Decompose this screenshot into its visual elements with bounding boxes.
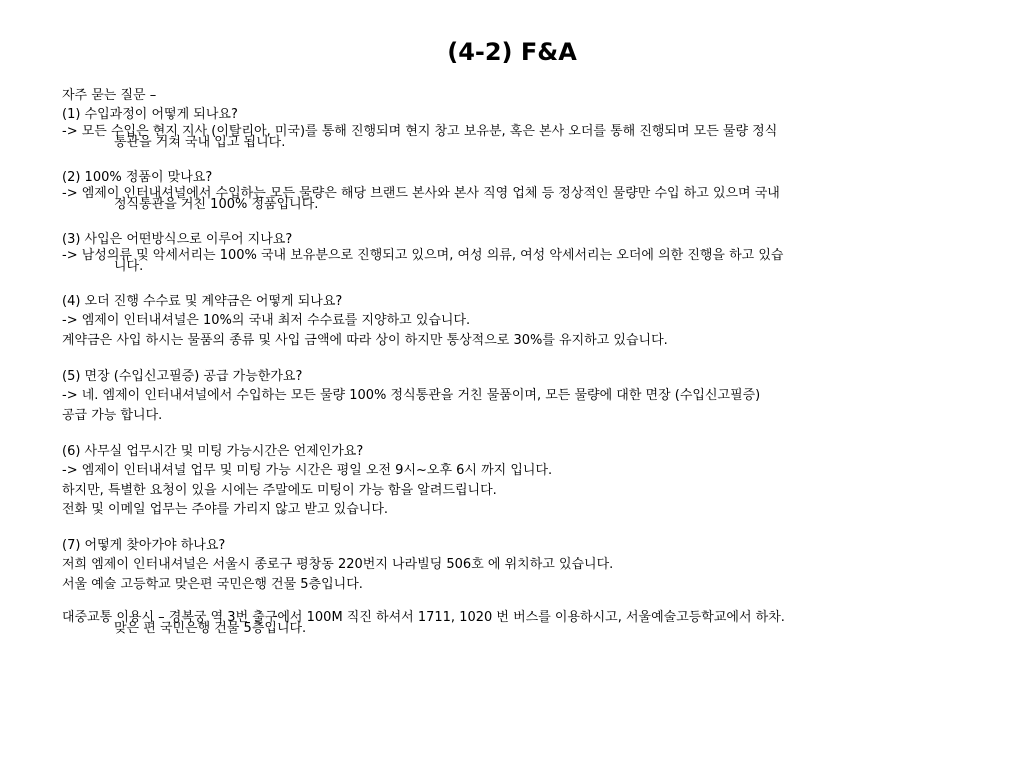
faq-answer-2-line-2: 정식통관을 거친 100% 정품입니다. [114, 196, 319, 212]
spacer [62, 350, 967, 367]
faq-answer-6-line-2: 하지만, 특별한 요청이 있을 시에는 주말에도 미팅이 가능 함을 알려드립니다. [62, 482, 497, 498]
spacer [62, 425, 967, 442]
faq-answer-1-line-1: -> 모든 수입은 현지 지사 (이탈리아, 미국)를 통해 진행되며 현지 창고 보유분, 혹은 본사 오더를 통해 진행되며 모든 물량 정식 [62, 123, 778, 139]
faq-answer-5-line-1: -> 네. 엠제이 인터내셔널에서 수입하는 모든 물량 100% 정식통관을 거친 물품이며, 모든 물량에 대한 면장 (수입신고필증) [62, 388, 761, 404]
faq-question-3: (3) 사입은 어떤방식으로 이루어 지나요? [62, 231, 293, 247]
faq-question-1: (1) 수입과정이 어떻게 되나요? [62, 107, 238, 123]
faq-answer-6-line-3: 전화 및 이메일 업무는 주야를 가리지 않고 받고 있습니다. [62, 501, 389, 517]
faq-answer-5-line-2: 공급 가능 합니다. [62, 407, 163, 423]
faq-answer-2-line-1: -> 엠제이 인터내셔널에서 수입하는 모든 물량은 해당 브랜드 본사와 본사 직영 업체 등 정상적인 물량만 수입 하고 있으며 국내 [62, 185, 780, 201]
faq-question-4: (4) 오더 진행 수수료 및 계약금은 어떻게 되나요? [62, 294, 343, 310]
faq-answer-3-line-2: 니다. [114, 259, 144, 275]
faq-answer-4-line-2: 계약금은 사입 하시는 물품의 종류 및 사입 금액에 따라 상이 하지만 통상적으로 30%를 유지하고 있습니다. [62, 332, 668, 348]
transit-directions-line-1: 대중교통 이용시 – 경복궁 역 3번 출구에서 100M 직진 하셔서 1711, 1020 번 버스를 이용하시고, 서울예술고등학교에서 하차. [62, 610, 785, 626]
faq-answer-1-line-2: 통관을 거쳐 국내 입고 됩니다. [114, 134, 286, 150]
faq-answer-6-line-1: -> 엠제이 인터내셔널 업무 및 미팅 가능 시간은 평일 오전 9시~오후 6시 까지 입니다. [62, 463, 553, 479]
transit-directions-line-2: 맞은 편 국민은행 건물 5층입니다. [114, 621, 307, 637]
spacer [62, 151, 967, 168]
faq-question-5: (5) 면장 (수입신고필증) 공급 가능한가요? [62, 369, 303, 385]
spacer [62, 594, 967, 611]
spacer [62, 275, 967, 292]
faq-body [62, 86, 967, 637]
spacer [62, 519, 967, 536]
faq-answer-7-line-2: 서울 예술 고등학교 맞은편 국민은행 건물 5층입니다. [62, 576, 363, 592]
slide-title: (4-2) F&A [447, 38, 577, 66]
faq-answer-4-line-1: -> 엠제이 인터내셔널은 10%의 국내 최저 수수료를 지양하고 있습니다. [62, 313, 471, 329]
faq-answer-3-line-1: -> 남성의류 및 악세서리는 100% 국내 보유분으로 진행되고 있으며, 여성 의류, 여성 악세서리는 오더에 의한 진행을 하고 있습 [62, 248, 784, 264]
spacer [62, 213, 967, 230]
faq-intro: 자주 묻는 질문 – [62, 88, 157, 103]
faq-answer-7-line-1: 저희 엠제이 인터내셔널은 서울시 종로구 평창동 220번지 나라빌딩 506호 에 위치하고 있습니다. [62, 557, 614, 573]
faq-question-2: (2) 100% 정품이 맞나요? [62, 169, 213, 185]
faq-question-7: (7) 어떻게 찾아가야 하나요? [62, 538, 226, 554]
faq-question-6: (6) 사무실 업무시간 및 미팅 가능시간은 언제인가요? [62, 443, 364, 459]
